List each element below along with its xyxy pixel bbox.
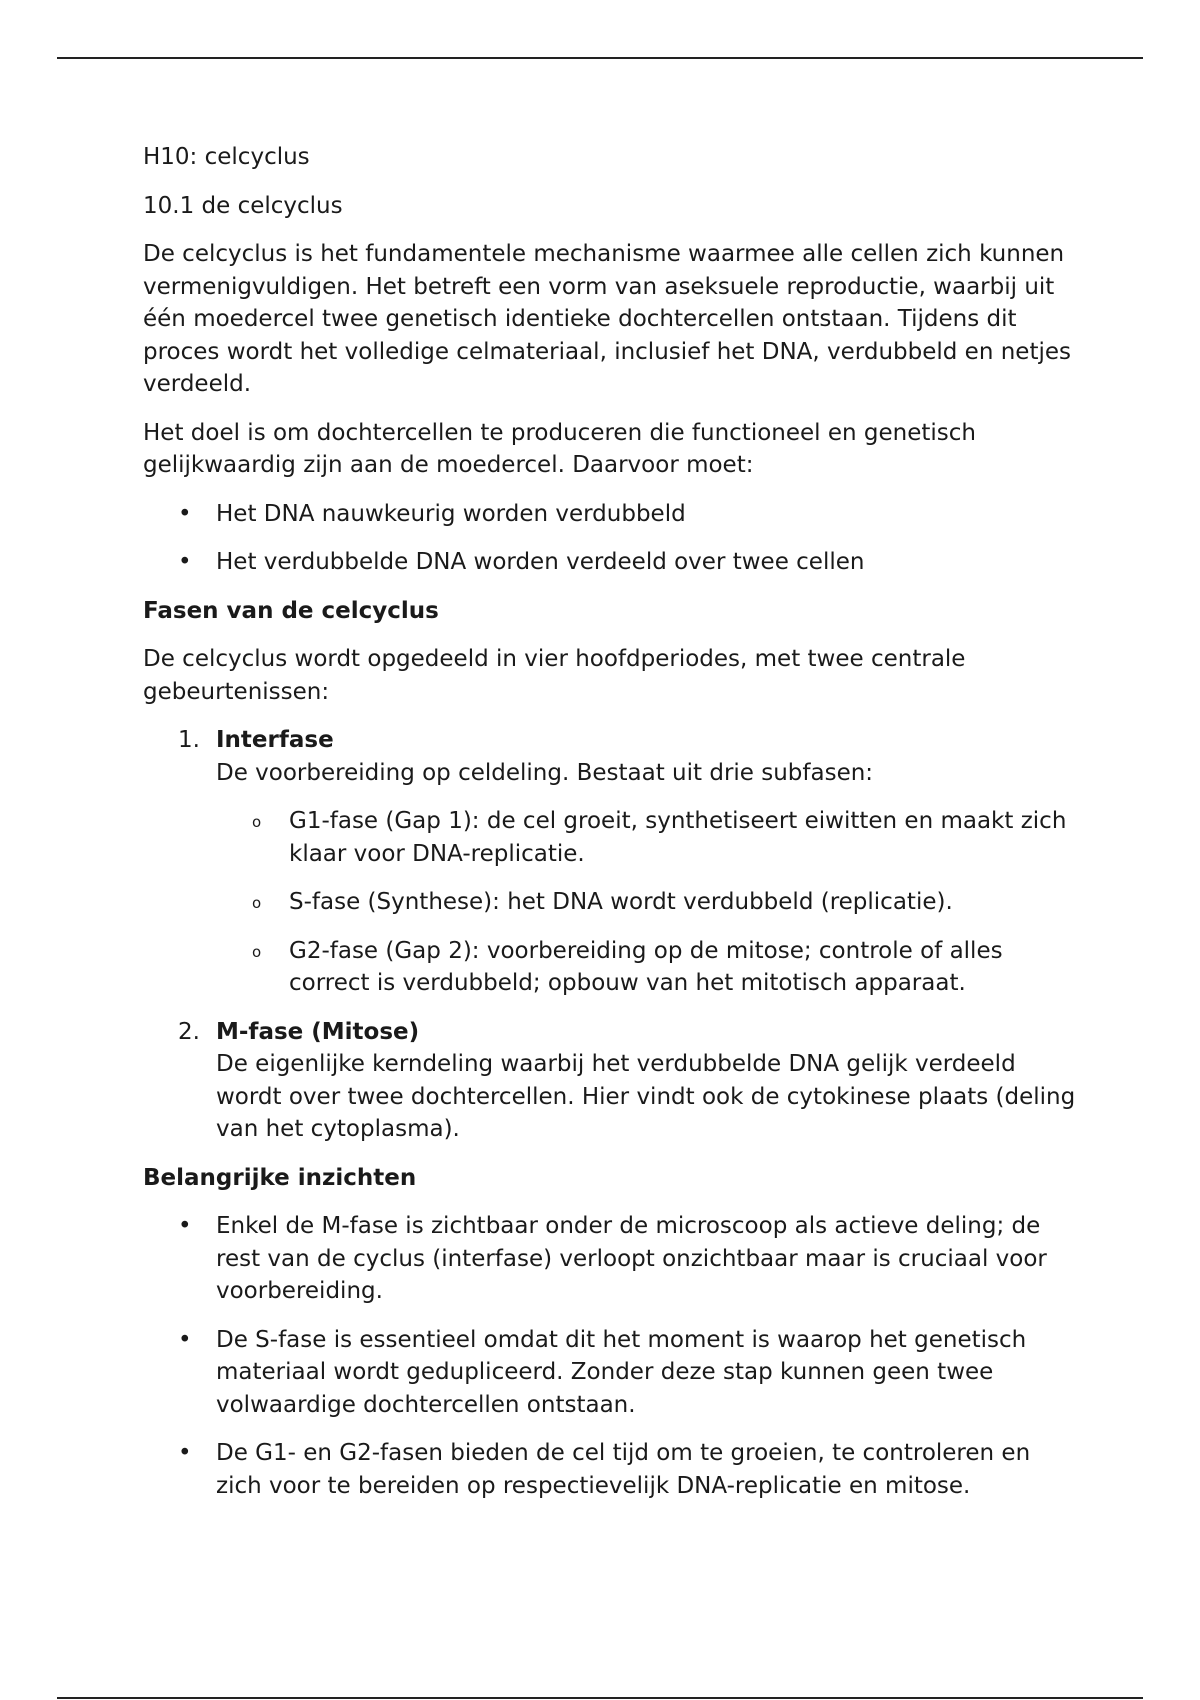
subphase-list	[216, 805, 1083, 1000]
phases-intro: De celcyclus wordt opgedeeld in vier hoofdperiodes, met twee centrale gebeurtenissen:	[143, 646, 966, 705]
list-item: • De G1- en G2-fasen bieden de cel tijd om te groeien, te controleren en zich voor te bereiden op respectievelijk DNA-replicatie en mitose.	[143, 1437, 1083, 1502]
list-item: • De S-fase is essentieel omdat dit het moment is waarop het genetisch materiaal wordt gedupliceerd. Zonder deze stap kunnen geen twee volwaardige dochtercellen ontstaan.	[143, 1324, 1083, 1422]
list-item: • Het DNA nauwkeurig worden verdubbeld	[143, 498, 1083, 531]
goal-paragraph: Het doel is om dochtercellen te produceren die functioneel en genetisch gelijkwaardig zijn aan de moedercel. Daarvoor moet:	[143, 419, 976, 478]
subphase-item: o G1-fase (Gap 1): de cel groeit, synthetiseert eiwitten en maakt zich klaar voor DNA-replicatie.	[216, 805, 1083, 870]
intro-paragraph: De celcyclus is het fundamentele mechanisme waarmee alle cellen zich kunnen vermenigvuldigen. Het betreft een vorm van aseksuele reproductie, waarbij uit één moedercel twee genetisch identieke dochtercellen ontstaan. Tijdens dit proces wordt het volledige celmateriaal, inclusief het DNA, verdubbeld en netjes verdeeld.	[143, 241, 1071, 397]
list-item: • Enkel de M-fase is zichtbaar onder de microscoop als actieve deling; de rest van de cyclus (interfase) verloopt onzichtbaar maar is cruciaal voor voorbereiding.	[143, 1210, 1083, 1308]
document-page	[143, 141, 1083, 1518]
header-rule	[57, 57, 1143, 59]
chapter-title: H10: celcyclus	[143, 144, 310, 170]
phases-list	[143, 724, 1083, 1146]
subphase-item: o S-fase (Synthese): het DNA wordt verdubbeld (replicatie).	[216, 886, 1083, 919]
phase-title: M-fase (Mitose)	[216, 1018, 420, 1045]
phase-item-interfase	[143, 724, 1083, 1000]
phase-item-mitose	[143, 1016, 1083, 1146]
footer-rule	[57, 1697, 1143, 1699]
phases-heading: Fasen van de celcyclus	[143, 597, 439, 624]
phase-description: De voorbereiding op celdeling. Bestaat uit drie subfasen:	[216, 759, 874, 786]
phase-title: Interfase	[216, 727, 334, 753]
subphase-item: o G2-fase (Gap 2): voorbereiding op de mitose; controle of alles correct is verdubbeld; opbouw van het mitotisch apparaat.	[216, 935, 1083, 1000]
goal-list	[143, 498, 1083, 579]
insights-heading: Belangrijke inzichten	[143, 1164, 417, 1191]
phase-number: 1.	[178, 727, 200, 753]
phase-description: De eigenlijke kerndeling waarbij het verdubbelde DNA gelijk verdeeld wordt over twee dochtercellen. Hier vindt ook de cytokinese plaats (deling van het cytoplasma).	[216, 1051, 1076, 1142]
section-title: 10.1 de celcyclus	[143, 192, 343, 219]
insights-list	[143, 1210, 1083, 1502]
phase-number: 2.	[178, 1018, 200, 1045]
list-item: • Het verdubbelde DNA worden verdeeld over twee cellen	[143, 546, 1083, 579]
